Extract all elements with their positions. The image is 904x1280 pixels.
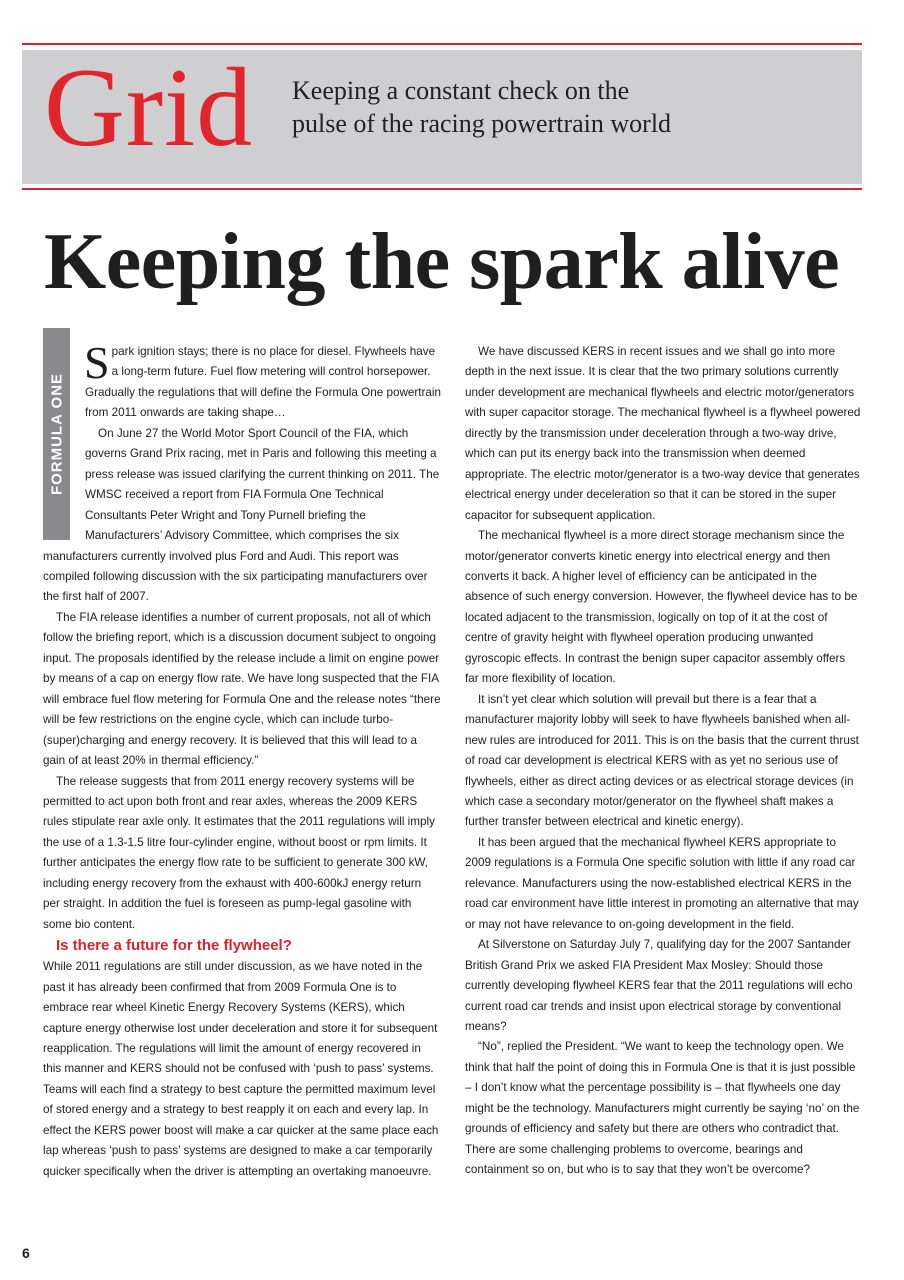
header-top-rule	[22, 43, 862, 45]
body-paragraph: The FIA release identifies a number of current proposals, not all of which follow the briefing report, which is a discussion document subject to ongoing input. The proposals identified by the release include a limit on engine power by means of a cap on energy flow rate. We have long suspected that the FIA will embrace fuel flow metering for Formula One and the release notes “there will be few restrictions on the engine cycle, which can include turbo-(super)charging and energy recovery. It is believed that this will lead to a gain of at least 20% in thermal efficiency.”	[43, 610, 441, 768]
header-tagline	[292, 74, 671, 140]
tagline-line-1: Keeping a constant check on the	[292, 76, 630, 105]
header-banner	[22, 46, 862, 184]
article-title: Keeping the spark alive	[44, 218, 840, 306]
body-paragraph: At Silverstone on Saturday July 7, qualifying day for the 2007 Santander British Grand Prix we asked FIA President Max Mosley: Should those currently developing flywheel KERS fear that the 2011 regulations will echo current road car trends and insist upon electrical storage by conventional means?	[465, 938, 853, 1033]
tagline-line-2: pulse of the racing powertrain world	[292, 109, 672, 138]
body-paragraph: While 2011 regulations are still under discussion, as we have noted in the past it has already been confirmed that from 2009 Formula One is to embrace rear wheel Kinetic Energy Recovery Systems (KERS), which capture energy otherwise lost under deceleration and store it for subsequent reapplication. The regulations will limit the amount of energy recovered in this manner and KERS should not be confused with ‘push to pass’ systems. Teams will each find a strategy to best capture the permitted maximum level of stored energy and a strategy to best reapply it on each and every lap. In effect the KERS power boost will make a car quicker at the same place each lap whereas ‘push to pass’ systems are designed to make a car temporarily quicker specifically when the driver is attempting an overtaking manoeuvre.	[43, 960, 439, 1178]
body-paragraph: We have discussed KERS in recent issues and we shall go into more depth in the next issue. It is clear that the two primary solutions currently under development are mechanical flywheels and electric motor/generators with super capacitor storage. The mechanical flywheel is a flywheel powered directly by the transmission under deceleration through a two-way drive, which can put its energy back into the transmission when deemed appropriate. The electric motor/generator is a two-way device that generates electrical energy under deceleration so that it can be stored in the super capacitor for subsequent application.	[465, 345, 861, 522]
section-subheading: Is there a future for the flywheel?	[56, 937, 292, 955]
body-paragraph: It isn’t yet clear which solution will prevail but there is a fear that a manufacturer majority lobby will seek to have flywheels banished when all-new rules are introduced for 2011. This is on the basis that the current thrust of road car development is electrical KERS with as yet no serious use of flywheels, either as direct acting devices or as electrical storage devices (in which case a secondary motor/generator on the flywheel shaft makes a further transfer between electrical and kinetic energy).	[465, 692, 859, 829]
section-label: FORMULA ONE	[48, 372, 65, 496]
body-paragraph: On June 27 the World Motor Sport Council of the FIA, which governs Grand Prix racing, met in Paris and following this meeting a press release was issued clarifying the current thinking on 2011. The WMSC received a report from FIA Formula One Technical Consultants Peter Wright and Tony Purnell briefing the Manufacturers’ Advisory Committee, which comprises the six manufacturers currently involved plus Ford and Audi. This report was compiled following discussion with the six participating manufacturers over the first half of 2007.	[43, 426, 440, 604]
body-paragraph: It has been argued that the mechanical flywheel KERS appropriate to 2009 regulations is a Formula One specific solution with little if any road car relevance. Manufacturers using the now-established electrical KERS in the road car environment have little interest in promoting an alternative that may or may not have relevance to on-going development in the field.	[465, 835, 859, 931]
body-paragraph: The release suggests that from 2011 energy recovery systems will be permitted to act upon both front and rear axles, whereas the 2009 KERS rules stipulate rear axle only. It estimates that the 2011 regulations will imply the use of a 1.3-1.5 litre four-cylinder engine, without boost or rpm limits. It further anticipates the energy flow rate to be sufficient to generate 300 kW, including energy recovery from the exhaust with 400-600kJ energy return per straight. In addition the fuel is foreseen as pump-legal gasoline with some bio content.	[43, 774, 435, 931]
intro-paragraph	[43, 337, 442, 424]
body-paragraph: “No”, replied the President. “We want to keep the technology open. We think that half the point of doing this in Formula One is that it is just possible – I don’t know what the percentage possibility is – that flywheels one day might be the technology. Manufacturers might currently be saying ‘no’ on the grounds of efficiency and safety but there are others who contradict that. There are some challenging problems to overcome, bearings and containment so on, but who is to say that they won’t be overcome?	[465, 1040, 860, 1177]
header-bottom-rule	[22, 188, 862, 190]
intro-text: park ignition stays; there is no place for diesel. Flywheels have a long-term future. Fuel flow metering will control horsepower. Gradually the regulations that will define the Formula One powertrain from 2011 onwards are taking shape…	[85, 345, 442, 420]
page-number: 6	[22, 1245, 30, 1261]
body-paragraph: The mechanical flywheel is a more direct storage mechanism since the motor/generator converts kinetic energy into electrical energy and then converts it back. A higher level of efficiency can be anticipated in the absence of such energy conversion. However, the flywheel device has to be located adjacent to the transmission, logically on top of it at the cost of centre of gravity height with flywheel operation producing unwanted gyroscopic effects. In contrast the benign super capacitor assembly offers far more flexibility of location.	[465, 529, 858, 686]
section-logo-grid: Grid	[44, 46, 254, 170]
article-column-left	[43, 337, 442, 1182]
label-wrap-space	[43, 342, 85, 544]
article-column-right	[465, 342, 862, 1181]
drop-cap: S	[84, 337, 110, 388]
